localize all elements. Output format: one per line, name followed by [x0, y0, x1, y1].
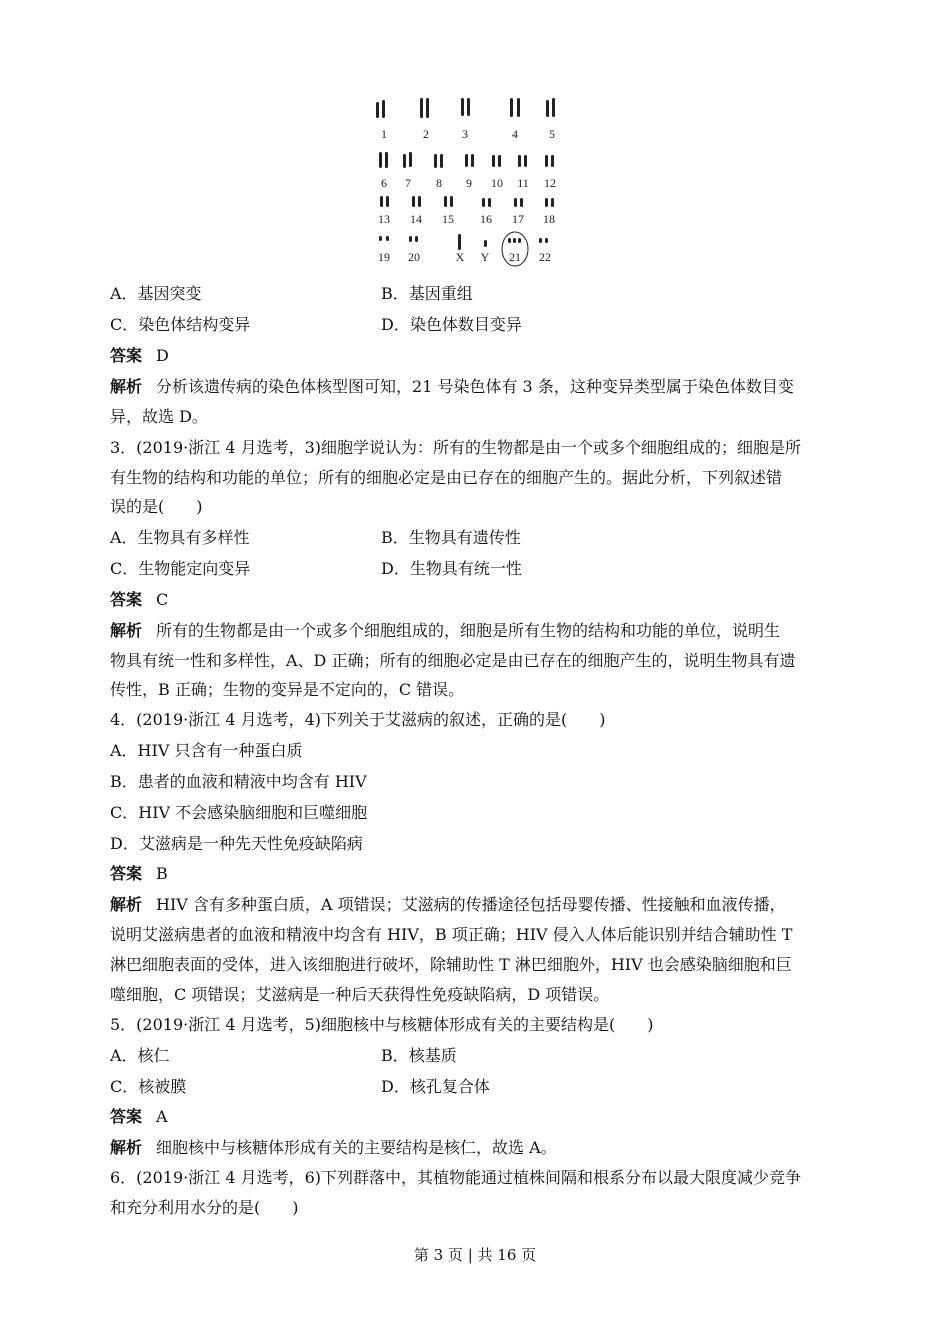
- answer-value: B: [156, 864, 168, 883]
- q3-option-c: C．生物能定向变异: [110, 559, 251, 578]
- analysis-label: 解析: [110, 895, 143, 914]
- karyotype-figure: [368, 92, 568, 267]
- karyotype-label: Y: [480, 250, 490, 264]
- q5-stem: 5．(2019·浙江 4 月选考，5)细胞核中与核糖体形成有关的主要结构是( ): [110, 1015, 654, 1034]
- chromosome-trio-21: [508, 238, 521, 243]
- karyotype-label: X: [455, 250, 465, 264]
- q3-option-b: B．生物具有遗传性: [381, 528, 521, 547]
- q3-analysis-line: [110, 620, 780, 642]
- page-footer: 第 3 页 | 共 16 页: [413, 1246, 537, 1264]
- q3-answer: [110, 589, 168, 611]
- chromosome-pair-17: [514, 198, 523, 207]
- q5-option-d: D．核孔复合体: [381, 1077, 490, 1096]
- chromosome-pair-13: [380, 196, 389, 207]
- q6-stem-line: 和充分利用水分的是( ): [110, 1198, 299, 1217]
- q4-answer: [110, 863, 168, 885]
- karyotype-label: 14: [410, 212, 422, 226]
- analysis-text: HIV 含有多种蛋白质，A 项错误；艾滋病的传播途径包括母婴传播、性接触和血液传播，: [156, 895, 786, 914]
- chromosome-pair-10: [492, 155, 501, 167]
- q2-option-d: D．染色体数目变异: [381, 315, 522, 334]
- karyotype-label: 22: [539, 250, 551, 264]
- chromosome-pair-22: [539, 238, 548, 243]
- q5-option-b: B．核基质: [381, 1046, 457, 1065]
- q3-stem-line: 3．(2019·浙江 4 月选考，3)细胞学说认为：所有的生物都是由一个或多个细胞组成的；细胞是所: [110, 438, 802, 457]
- karyotype-label: 7: [405, 176, 411, 190]
- q4-option-c: C．HIV 不会感染脑细胞和巨噬细胞: [110, 803, 368, 822]
- chromosome-pair-16: [482, 198, 491, 207]
- answer-label: 答案: [110, 346, 143, 365]
- q3-analysis-line: 物具有统一性和多样性，A、D 正确；所有的细胞必定是由已存在的细胞产生的，说明生物具有遗: [110, 651, 796, 670]
- karyotype-label: 1: [381, 127, 387, 141]
- q2-analysis-line: [110, 376, 794, 398]
- q2-option-b: B．基因重组: [381, 284, 473, 303]
- karyotype-label: 3: [462, 127, 468, 141]
- q4-analysis-line: 噬细胞，C 项错误；艾滋病是一种后天获得性免疫缺陷病，D 项错误。: [110, 985, 610, 1004]
- karyotype-label: 4: [512, 127, 518, 141]
- karyotype-label: 16: [480, 212, 492, 226]
- q4-analysis-line: 说明艾滋病患者的血液和精液中均含有 HIV，B 项正确；HIV 侵入人体后能识别并结合辅助性 T: [110, 925, 793, 944]
- analysis-text: 所有的生物都是由一个或多个细胞组成的，细胞是所有生物的结构和功能的单位，说明生: [156, 621, 781, 640]
- chromosome-pair-3: [461, 98, 470, 116]
- q3-option-a: A．生物具有多样性: [110, 528, 250, 547]
- karyotype-label: 12: [544, 176, 556, 190]
- chromosome-pair-6: [379, 152, 388, 168]
- q6-stem-line: 6．(2019·浙江 4 月选考，6)下列群落中，其植物能通过植株间隔和根系分布以最大限度减少竞争: [110, 1168, 802, 1187]
- answer-label: 答案: [110, 864, 143, 883]
- answer-value: A: [156, 1107, 168, 1126]
- answer-value: D: [156, 346, 169, 365]
- analysis-label: 解析: [110, 621, 143, 640]
- chromosome-pair-14: [412, 196, 421, 207]
- q2-option-a: A．基因突变: [110, 284, 202, 303]
- chromosome-pair-8: [434, 154, 443, 168]
- answer-value: C: [156, 590, 169, 609]
- chromosome-y: [484, 240, 487, 247]
- q2-answer: [110, 345, 169, 367]
- analysis-text: 细胞核中与核糖体形成有关的主要结构是核仁，故选 A。: [156, 1138, 557, 1157]
- q3-stem-line: 误的是( ): [110, 497, 203, 516]
- chromosome-pair-18: [545, 198, 554, 207]
- chromosome-pair-1: [376, 100, 385, 118]
- karyotype-label: 5: [549, 127, 555, 141]
- karyotype-label: 2: [423, 127, 429, 141]
- chromosome-pair-20: [409, 236, 418, 242]
- karyotype-label: 21: [509, 250, 521, 264]
- karyotype-label: 11: [517, 176, 529, 190]
- karyotype-label: 15: [442, 212, 454, 226]
- karyotype-label: 9: [466, 176, 472, 190]
- q2-analysis-line: 异，故选 D。: [110, 407, 208, 426]
- answer-label: 答案: [110, 590, 143, 609]
- q2-option-c: C．染色体结构变异: [110, 315, 251, 334]
- karyotype-label: 6: [381, 176, 387, 190]
- q5-option-a: A．核仁: [110, 1046, 170, 1065]
- chromosome-pair-7: [403, 152, 412, 168]
- q4-analysis-line: [110, 894, 786, 916]
- q4-option-d: D．艾滋病是一种先天性免疫缺陷病: [110, 834, 363, 853]
- karyotype-label: 20: [408, 250, 420, 264]
- karyotype-label: 19: [378, 250, 390, 264]
- karyotype-label: 17: [512, 212, 524, 226]
- karyotype-label: 8: [436, 176, 442, 190]
- q5-analysis-line: [110, 1137, 557, 1159]
- q3-analysis-line: 传性，B 正确；生物的变异是不定向的，C 错误。: [110, 680, 465, 699]
- chromosome-pair-9: [465, 154, 474, 167]
- karyotype-label: 10: [491, 176, 503, 190]
- chromosome-pair-2: [420, 98, 429, 118]
- chromosome-pair-5: [546, 98, 555, 117]
- chromosome-x: [458, 234, 461, 250]
- karyotype-label: 18: [543, 212, 555, 226]
- analysis-label: 解析: [110, 377, 143, 396]
- q4-option-a: A．HIV 只含有一种蛋白质: [110, 741, 303, 760]
- q4-analysis-line: 淋巴细胞表面的受体，进入该细胞进行破坏，除辅助性 T 淋巴细胞外，HIV 也会感染脑细胞和巨: [110, 955, 792, 974]
- analysis-text: 分析该遗传病的染色体核型图可知，21 号染色体有 3 条，这种变异类型属于染色体数目变: [156, 377, 794, 396]
- chromosome-pair-11: [518, 155, 527, 167]
- chromosome-pair-19: [379, 236, 389, 241]
- q5-answer: [110, 1106, 168, 1128]
- chromosome-pair-15: [444, 196, 453, 207]
- chromosome-pair-4: [510, 98, 520, 117]
- q4-option-b: B．患者的血液和精液中均含有 HIV: [110, 772, 367, 791]
- q3-stem-line: 有生物的结构和功能的单位；所有的细胞必定是由已存在的细胞产生的。据此分析，下列叙述错: [110, 468, 783, 487]
- chromosome-pair-12: [545, 155, 554, 167]
- analysis-label: 解析: [110, 1138, 143, 1157]
- q5-option-c: C．核被膜: [110, 1077, 187, 1096]
- q3-option-d: D．生物具有统一性: [381, 559, 522, 578]
- answer-label: 答案: [110, 1107, 143, 1126]
- karyotype-label: 13: [378, 212, 390, 226]
- q4-stem: 4．(2019·浙江 4 月选考，4)下列关于艾滋病的叙述，正确的是( ): [110, 710, 606, 729]
